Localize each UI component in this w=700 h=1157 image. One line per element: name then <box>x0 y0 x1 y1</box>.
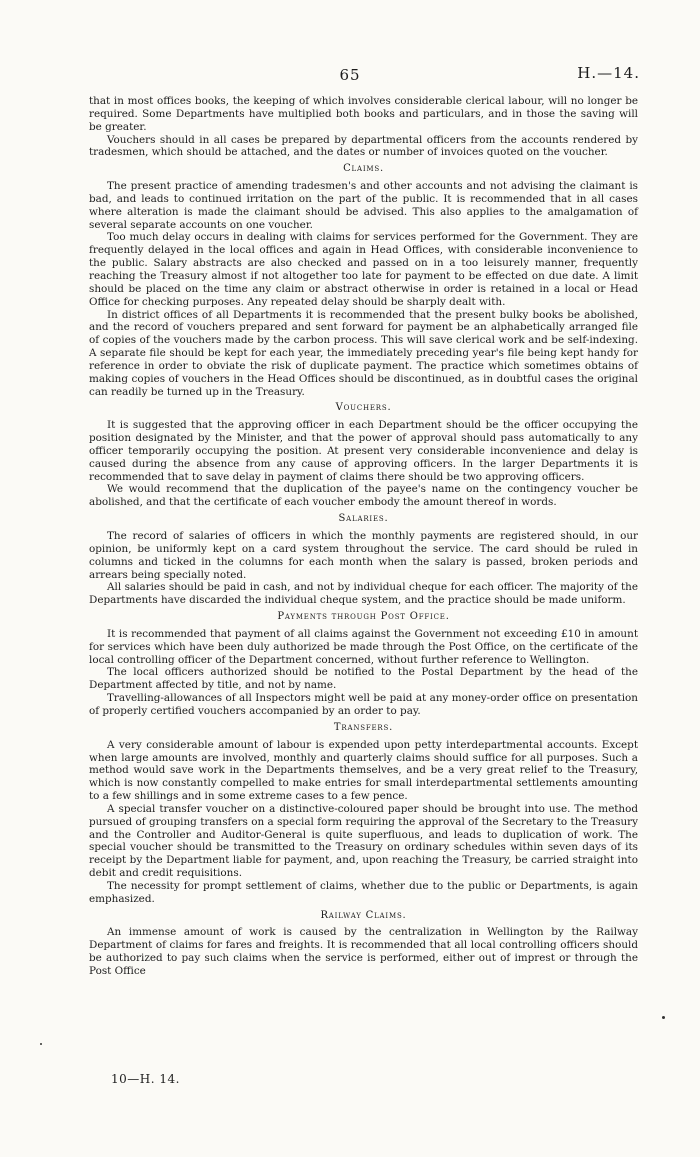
paragraph: A special transfer voucher on a distinctive-coloured paper should be brought into use. The method pursued of grouping transfers on a special form requiring the approval of the Secretary to the Treasury and the Controller and Auditor-General is quite superfluous, and leads to duplication of work. The special voucher should be transmitted to the Treasury on ordinary schedules within seven days of its receipt by the Department liable for payment, and, upon reaching the Treasury, be carried straight into debit and credit requisitions. <box>89 802 638 880</box>
paragraph: All salaries should be paid in cash, and not by individual cheque for each officer. The majority of the Departments have discarded the individual cheque system, and the practice should be made uniform. <box>89 581 638 607</box>
intro-paragraph: Vouchers should in all cases be prepared by departmental officers from the accounts rendered by tradesmen, which should be attached, and the dates or number of invoices quoted on the voucher. <box>89 133 638 159</box>
page-number: 65 <box>339 66 361 84</box>
paragraph: A very considerable amount of labour is expended upon petty interdepartmental accounts. Except when large amounts are involved, monthly and quarterly claims should suffice for all purposes. Such a method would save work in the Departments themselves, and be a very great relief to the Treasury, which is now constantly compelled to make entries for small interdepartmental settlements amounting to a few shillings and in some extreme cases to a few pence. <box>89 738 638 803</box>
paragraph: Too much delay occurs in dealing with claims for services performed for the Government. They are frequently delayed in the local offices and again in Head Offices, with considerable inconvenience to the public. Salary abstracts are also checked and passed on in a too leisurely manner, frequently reaching the Treasury almost if not altogether too late for payment to be effected on due date. A limit should be placed on the time any claim or abstract otherwise in order is retained in a local or Head Office for checking purposes. Any repeated delay should be sharply dealt with. <box>89 231 638 308</box>
page-signature: 10—H. 14. <box>111 1072 180 1086</box>
paragraph: The local officers authorized should be notified to the Postal Department by the head of the Department affected by title, and not by name. <box>89 666 638 692</box>
section-heading-transfers: Transfers. <box>333 721 394 733</box>
scan-speck <box>40 1043 42 1045</box>
paragraph: The necessity for prompt settlement of claims, whether due to the public or Departments, is again emphasized. <box>89 879 638 905</box>
intro-paragraph: that in most offices books, the keeping of which involves considerable clerical labour, will no longer be required. Some Departments have multiplied both books and particulars, and in those the saving will be greater. <box>89 95 638 133</box>
section-heading-claims: Claims. <box>343 163 384 175</box>
section-heading-payments-through-post-office: Payments through Post Office. <box>277 611 450 623</box>
section-heading-railway-claims: Railway Claims. <box>320 909 407 921</box>
paragraph: Travelling-allowances of all Inspectors might well be paid at any money-order office on presentation of properly certified vouchers accompanied by an order to pay. <box>89 692 638 717</box>
scan-speck <box>662 1016 665 1019</box>
paragraph: We would recommend that the duplication of the payee's name on the contingency voucher be abolished, and that the certificate of each voucher embody the amount thereof in words. <box>89 483 638 509</box>
paragraph: It is suggested that the approving officer in each Department should be the officer occupying the position designated by the Minister, and that the power of approval should pass automatically to any officer temporarily occupying the position. At present very considerable inconvenience and delay is caused during the absence from any cause of approving officers. In the larger Departments it is recommended that to save delay in payment of claims there should be two approving officers. <box>89 419 638 483</box>
paragraph: The record of salaries of officers in which the monthly payments are registered should, in our opinion, be uniformly kept on a card system throughout the service. The card should be ruled in columns and ticked in the columns for each month when the salary is passed, broken periods and arrears being specially noted. <box>89 530 638 581</box>
paragraph: An immense amount of work is caused by the centralization in Wellington by the Railway Department of claims for fares and freights. It is recommended that all local controlling officers should be authorized to pay such claims when the service is performed, either out of imprest or through the Post Office <box>89 926 638 977</box>
paragraph: It is recommended that payment of all claims against the Government not exceeding £10 in amount for services which have been duly authorized be made through the Post Office, on the certificate of the local controlling officer of the Department concerned, without further reference to Wellington. <box>89 627 638 666</box>
section-heading-vouchers: Vouchers. <box>335 402 392 414</box>
section-heading-salaries: Salaries. <box>338 513 389 525</box>
document-reference: H.—14. <box>577 64 640 82</box>
paragraph: In district offices of all Departments it is recommended that the present bulky books be abolished, and the record of vouchers prepared and sent forward for payment be an alphabetically arranged file of copies of the vouchers made by the carbon process. This will save clerical work and be self-indexing. A separate file should be kept for each year, the immediately preceding year's file being kept handy for reference in order to obviate the risk of duplicate payment. The practice which sometimes obtains of making copies of vouchers in the Head Offices should be discontinued, as in doubtful cases the original can readily be turned up in the Treasury. <box>89 308 638 398</box>
paragraph: The present practice of amending tradesmen's and other accounts and not advising the claimant is bad, and leads to continued irritation on the part of the public. It is recommended that in all cases where alteration is made the claimant should be advised. This also applies to the amalgamation of several separate accounts on one voucher. <box>89 180 638 231</box>
body-text <box>89 95 638 978</box>
